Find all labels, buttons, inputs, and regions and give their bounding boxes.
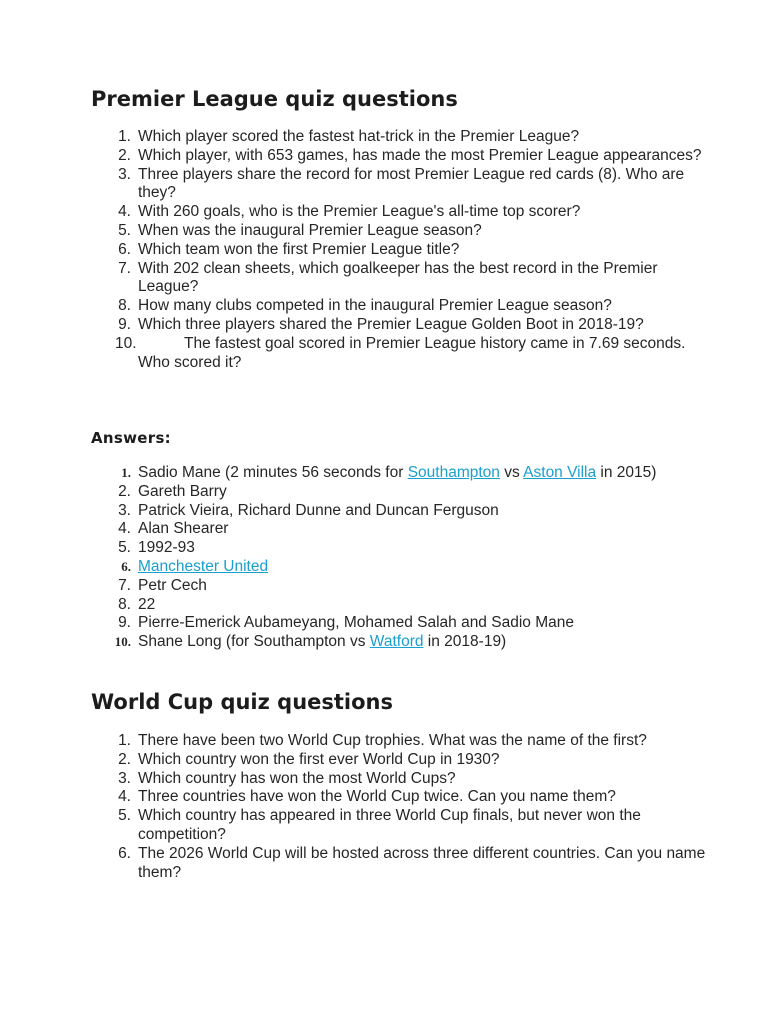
question-item (0, 260, 768, 298)
answer-text: 1992-93 (138, 539, 195, 557)
answer-item (0, 483, 768, 502)
list-number: 5. (118, 807, 131, 825)
question-item (0, 166, 768, 204)
question-text: When was the inaugural Premier League season? (138, 221, 482, 239)
list-number: 6. (121, 558, 131, 574)
answer-text: vs (499, 464, 524, 481)
question-item (0, 128, 768, 147)
list-number: 3. (118, 769, 131, 787)
question-text: With 260 goals, who is the Premier League's all-time top scorer? (138, 203, 581, 221)
answer-text: Sadio Mane (2 minutes 56 seconds for (138, 464, 408, 481)
question-item (0, 732, 768, 751)
question-item (0, 241, 768, 260)
question-text: How many clubs competed in the inaugural Premier League season? (138, 297, 612, 315)
question-text: Which team won the first Premier League title? (138, 240, 460, 258)
answer-text: Pierre-Emerick Aubameyang, Mohamed Salah and Sadio Mane (138, 614, 574, 632)
answer-item (0, 596, 768, 615)
question-text: Which player, with 653 games, has made the most Premier League appearances? (138, 146, 702, 164)
list-number: 10. (115, 334, 137, 352)
answer-item (0, 539, 768, 558)
list-number: 1. (118, 732, 131, 749)
list-number: 6. (118, 240, 131, 258)
answer-text: in 2018-19) (423, 633, 507, 651)
list-number: 8. (118, 595, 131, 613)
answer-text: Patrick Vieira, Richard Dunne and Duncan Ferguson (138, 501, 499, 519)
question-item (0, 222, 768, 241)
list-number: 2. (118, 482, 131, 500)
aston-villa-link[interactable]: Aston Villa (523, 464, 597, 481)
list-number: 3. (118, 501, 131, 519)
answer-text: 22 (138, 595, 156, 613)
question-text: With 202 clean sheets, which goalkeeper has the best record in the Premier League? (138, 259, 658, 296)
answer-text: Alan Shearer (138, 520, 229, 538)
southampton-link[interactable]: Southampton (407, 464, 500, 481)
question-text: Three countries have won the World Cup twice. Can you name them? (138, 788, 616, 806)
question-item (0, 316, 768, 335)
question-text: There have been two World Cup trophies. What was the name of the first? (138, 732, 647, 749)
list-number: 4. (118, 788, 131, 806)
premier-league-heading: Premier League quiz questions (91, 87, 458, 111)
list-number: 8. (118, 297, 131, 315)
answer-item (0, 502, 768, 521)
question-item (0, 147, 768, 166)
answer-item (0, 633, 768, 652)
list-number: 7. (118, 259, 131, 277)
world-cup-question-list (0, 732, 768, 882)
list-number: 5. (118, 221, 131, 239)
question-text: Which country has won the most World Cups? (138, 769, 456, 787)
premier-league-answer-list (0, 464, 768, 652)
world-cup-heading: World Cup quiz questions (91, 690, 393, 714)
answer-text: in 2015) (596, 464, 657, 481)
answers-label: Answers: (91, 429, 171, 447)
question-text: Which country has appeared in three World Cup finals, but never won the competition? (138, 807, 641, 843)
list-number: 3. (118, 165, 131, 183)
question-text: The fastest goal scored in Premier League history came in 7.69 seconds. Who scored it? (138, 334, 686, 371)
answer-item (0, 464, 768, 483)
list-number: 6. (118, 844, 131, 862)
watford-link[interactable]: Watford (369, 633, 424, 651)
answer-text: Shane Long (for Southampton vs (138, 633, 370, 651)
question-item (0, 297, 768, 316)
question-item (0, 751, 768, 770)
question-text: Which player scored the fastest hat-trick in the Premier League? (138, 128, 580, 145)
list-number: 1. (121, 465, 131, 480)
question-item (0, 770, 768, 789)
list-number: 1. (118, 128, 131, 145)
list-number: 9. (118, 614, 131, 632)
question-item (0, 845, 768, 883)
question-text: Which three players shared the Premier League Golden Boot in 2018-19? (138, 315, 644, 333)
list-number: 10. (114, 634, 131, 650)
list-number: 2. (118, 146, 131, 164)
question-text: Which country won the first ever World Cup in 1930? (138, 750, 500, 768)
manchester-united-link[interactable]: Manchester United (138, 557, 269, 575)
answer-item (0, 614, 768, 633)
premier-league-question-list (0, 128, 768, 372)
question-item (0, 335, 768, 373)
answer-item (0, 520, 768, 539)
list-number: 4. (118, 203, 131, 221)
question-item (0, 203, 768, 222)
answer-text: Petr Cech (138, 576, 207, 594)
list-number: 2. (118, 750, 131, 768)
question-item (0, 788, 768, 807)
list-number: 7. (118, 576, 131, 594)
question-item (0, 807, 768, 845)
answer-item (0, 577, 768, 596)
question-text: The 2026 World Cup will be hosted across three different countries. Can you name them? (138, 844, 706, 881)
question-text: Three players share the record for most Premier League red cards (8). Who are they? (138, 165, 685, 202)
list-number: 9. (118, 315, 131, 333)
answer-item (0, 558, 768, 577)
list-number: 5. (118, 539, 131, 557)
list-number: 4. (118, 520, 131, 538)
answer-text: Gareth Barry (138, 482, 227, 500)
